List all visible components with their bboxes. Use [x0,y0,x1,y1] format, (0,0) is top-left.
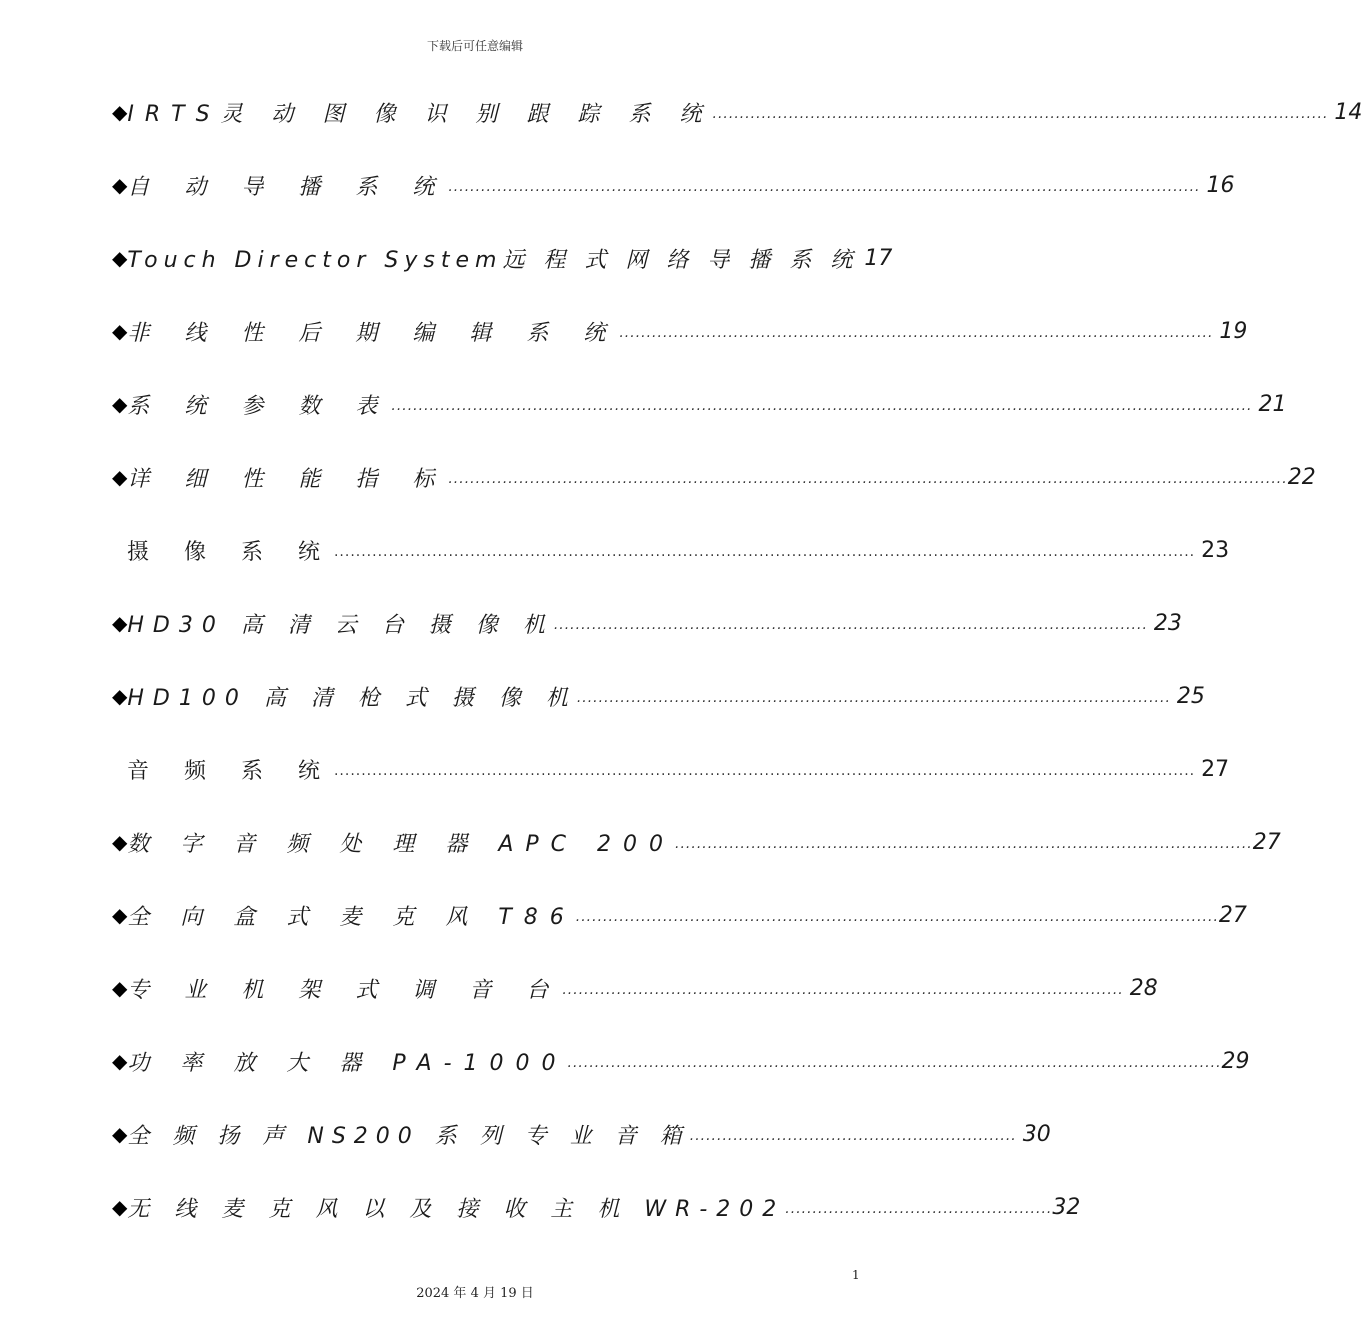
toc-entry-page: 29 [1221,1048,1250,1074]
page-header: 下载后可任意编辑 [426,39,523,53]
toc-entry[interactable] [112,457,1316,497]
toc-entry-title: 非 线 性 后 期 编 辑 系 统 [127,320,620,346]
toc-entry[interactable] [112,1187,1081,1227]
toc-leader-dots: ............................................................................................................. [553,617,1148,633]
diamond-bullet-icon: ◆ [112,392,128,416]
page-number: 1 [852,1268,860,1282]
toc-entry-page: 25 [1176,683,1205,709]
diamond-bullet-icon: ◆ [112,903,128,927]
toc-entry-title: 详 细 性 能 指 标 [127,466,449,492]
toc-entry[interactable] [112,822,1281,862]
toc-entry-title: 数 字 音 频 处 理 器 APC 200 [127,831,676,857]
diamond-bullet-icon: ◆ [112,611,128,635]
toc-entry[interactable] [112,1114,1051,1154]
toc-entry-page: 32 [1052,1194,1081,1220]
toc-entry[interactable] [112,311,1248,351]
toc-entry-page: 21 [1258,391,1287,417]
toc-leader-dots: .......................................................................................................... [675,836,1253,852]
toc-entry[interactable] [112,968,1158,1008]
diamond-bullet-icon: ◆ [112,465,128,489]
diamond-bullet-icon: ◆ [112,684,128,708]
toc-entry-title: HD30 高 清 云 台 摄 像 机 [127,612,554,638]
toc-entry-title: 音 频 系 统 [127,758,334,784]
toc-section-entry[interactable] [127,749,1230,789]
toc-entry-title: Touch Director System远 程 式 网 络 导 播 系 统 [127,247,859,273]
toc-leader-dots: .......................................................................................................................................................... [448,471,1288,487]
toc-leader-dots: .............................................................................................................................................................. [333,763,1196,779]
toc-leader-dots: ............................................................................................................. [576,690,1171,706]
toc-entry-title: 摄 像 系 统 [127,539,334,565]
toc-leader-dots: ...................................................................................................................... [575,909,1219,925]
toc-leader-dots: .......................................................................................................................................... [448,179,1201,195]
toc-leader-dots: ....................................................................................................... [562,982,1124,998]
toc-entry-title: 全 频 扬 声 NS200 系 列 专 业 音 箱 [127,1123,690,1149]
toc-entry-page: 23 [1153,610,1182,636]
toc-entry[interactable] [112,165,1235,205]
toc-entry-page: 19 [1219,318,1248,344]
toc-leader-dots: ................................................................................................................. [712,106,1329,122]
toc-entry[interactable] [112,384,1287,424]
toc-entry[interactable] [112,92,1362,132]
toc-entry-page: 27 [1218,902,1247,928]
toc-entry[interactable] [112,676,1205,716]
diamond-bullet-icon: ◆ [112,830,128,854]
toc-entry-page: 27 [1201,756,1230,782]
toc-entry-page: 30 [1022,1121,1051,1147]
toc-section-entry[interactable] [127,530,1230,570]
toc-entry-title: IRTS灵 动 图 像 识 别 跟 踪 系 统 [127,101,713,127]
toc-entry-title: 自 动 导 播 系 统 [127,174,449,200]
toc-entry-title: 无 线 麦 克 风 以 及 接 收 主 机 WR-202 [127,1196,786,1222]
toc-entry[interactable] [112,1041,1250,1081]
diamond-bullet-icon: ◆ [112,1195,128,1219]
diamond-bullet-icon: ◆ [112,246,128,270]
toc-entry-page: 16 [1206,172,1235,198]
toc-leader-dots: ................................................. [785,1201,1053,1217]
diamond-bullet-icon: ◆ [112,976,128,1000]
toc-entry-page: 23 [1201,537,1230,563]
toc-entry-page: 17 [864,245,893,271]
toc-entry-title: 全 向 盒 式 麦 克 风 T86 [127,904,576,930]
toc-entry-page: 28 [1129,975,1158,1001]
toc-entry-title: HD100 高 清 枪 式 摄 像 机 [127,685,577,711]
toc-leader-dots: ............................................................................................................. [619,325,1214,341]
diamond-bullet-icon: ◆ [112,173,128,197]
diamond-bullet-icon: ◆ [112,1049,128,1073]
toc-entry-page: 22 [1287,464,1316,490]
toc-entry[interactable] [112,895,1247,935]
toc-entry[interactable] [112,603,1182,643]
toc-entry-page: 14 [1334,99,1362,125]
diamond-bullet-icon: ◆ [112,1122,128,1146]
diamond-bullet-icon: ◆ [112,100,128,124]
toc-entry-title: 系 统 参 数 表 [127,393,392,419]
toc-entry-title: 功 率 放 大 器 PA-1000 [127,1050,568,1076]
toc-leader-dots: ........................................................................................................................ [567,1055,1222,1071]
toc-entry-page: 27 [1252,829,1281,855]
page-footer-date: 2024 年 4 月 19 日 [416,1286,534,1301]
diamond-bullet-icon: ◆ [112,319,128,343]
toc-leader-dots: ............................................................ [689,1128,1017,1144]
toc-leader-dots: .............................................................................................................................................................. [333,544,1196,560]
toc-entry-title: 专 业 机 架 式 调 音 台 [127,977,563,1003]
toc-leader-dots: .............................................................................................................................................................. [391,398,1253,414]
toc-entry[interactable] [112,238,893,278]
